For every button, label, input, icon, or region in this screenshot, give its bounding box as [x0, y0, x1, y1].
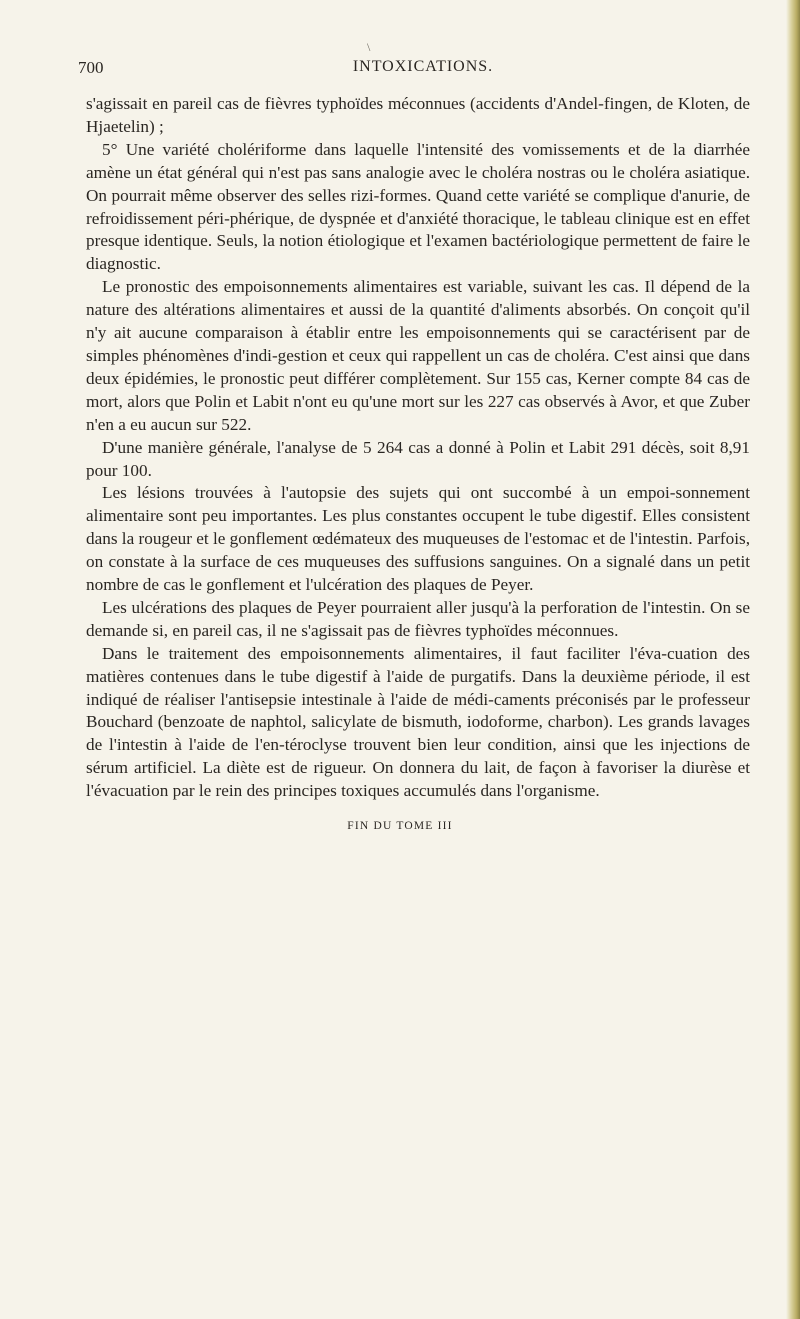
paragraph-ulcerations: Les ulcérations des plaques de Peyer pourraient aller jusqu'à la perforation de l'intestin. On se demande si, en pareil cas, il ne s'agissait pas de fièvres typhoïdes méconnues.	[86, 597, 750, 640]
page-header	[78, 58, 768, 82]
paragraph-pronostic: Le pronostic des empoisonnements alimentaires est variable, suivant les cas. Il dépend de la nature des altérations alimentaires et aussi de la quantité d'aliments absorbés. On conçoit qu'il n'y ait aucune comparaison à établir entre les empoisonnements qui se caractérisent par de simples phénomènes d'indi-gestion et ceux qui rappellent un cas de choléra. C'est ainsi que dans deux épidémies, le pronostic peut différer complètement. Sur 155 cas, Kerner compte 84 cas de mort, alors que Polin et Labit n'ont eu qu'une mort sur les 227 cas observés à Avor, et que Zuber n'en a eu aucun sur 522.	[86, 277, 750, 434]
body-text	[86, 93, 750, 803]
paragraph-traitement: Dans le traitement des empoisonnements alimentaires, il faut faciliter l'éva-cuation des matières contenues dans le tube digestif à l'aide de purgatifs. Dans la deuxième période, il est indiqué de réaliser l'antisepsie intestinale à l'aide de médi-caments préconisés par le professeur Bouchard (benzoate de naphtol, salicylate de bismuth, iodoforme, charbon). Les grands lavages de l'intestin à l'aide de l'en-téroclyse trouvent bien leur condition, ainsi que les injections de sérum artificiel. La diète est de rigueur. On donnera du lait, de façon à favoriser la diurèse et l'évacuation par le rein des principes toxiques accumulés dans l'organisme.	[86, 643, 750, 801]
print-speck: \	[367, 40, 371, 54]
page-edge-shadow	[786, 0, 800, 1319]
page-number: 700	[78, 58, 104, 77]
paragraph-lesions: Les lésions trouvées à l'autopsie des sujets qui ont succombé à un empoi-sonnement alimentaire sont peu importantes. Les plus constantes occupent le tube digestif. Elles consistent dans la rougeur et le gonflement œdémateux des muqueuses de l'estomac et de l'intestin. Parfois, on constate à la surface de ces muqueuses des suffusions sanguines. On a signalé dans un petit nombre de cas le gonflement et l'ulcération des plaques de Peyer.	[86, 483, 750, 595]
paragraph-analyse: D'une manière générale, l'analyse de 5 264 cas a donné à Polin et Labit 291 décès, soit 8,91 pour 100.	[86, 437, 750, 480]
end-of-volume-mark: FIN DU TOME III	[347, 820, 453, 832]
paragraph-variete-choleriforme: 5° Une variété cholériforme dans laquelle l'intensité des vomissements et de la diarrhée amène un état général qui n'est pas sans analogie avec le choléra nostras ou le choléra asiatique. On pourrait même observer des selles rizi-formes. Quand cette variété se complique d'anurie, de refroidissement péri-phérique, de dyspnée et d'anxiété thoracique, le tableau clinique est en effet presque identique. Seuls, la notion étiologique et l'examen bactériologique permettent de faire le diagnostic.	[86, 139, 750, 274]
paragraph-continuation: s'agissait en pareil cas de fièvres typhoïdes méconnues (accidents d'Andel-fingen, de Kloten, de Hjaetelin) ;	[86, 94, 750, 136]
running-title: INTOXICATIONS.	[352, 58, 494, 75]
